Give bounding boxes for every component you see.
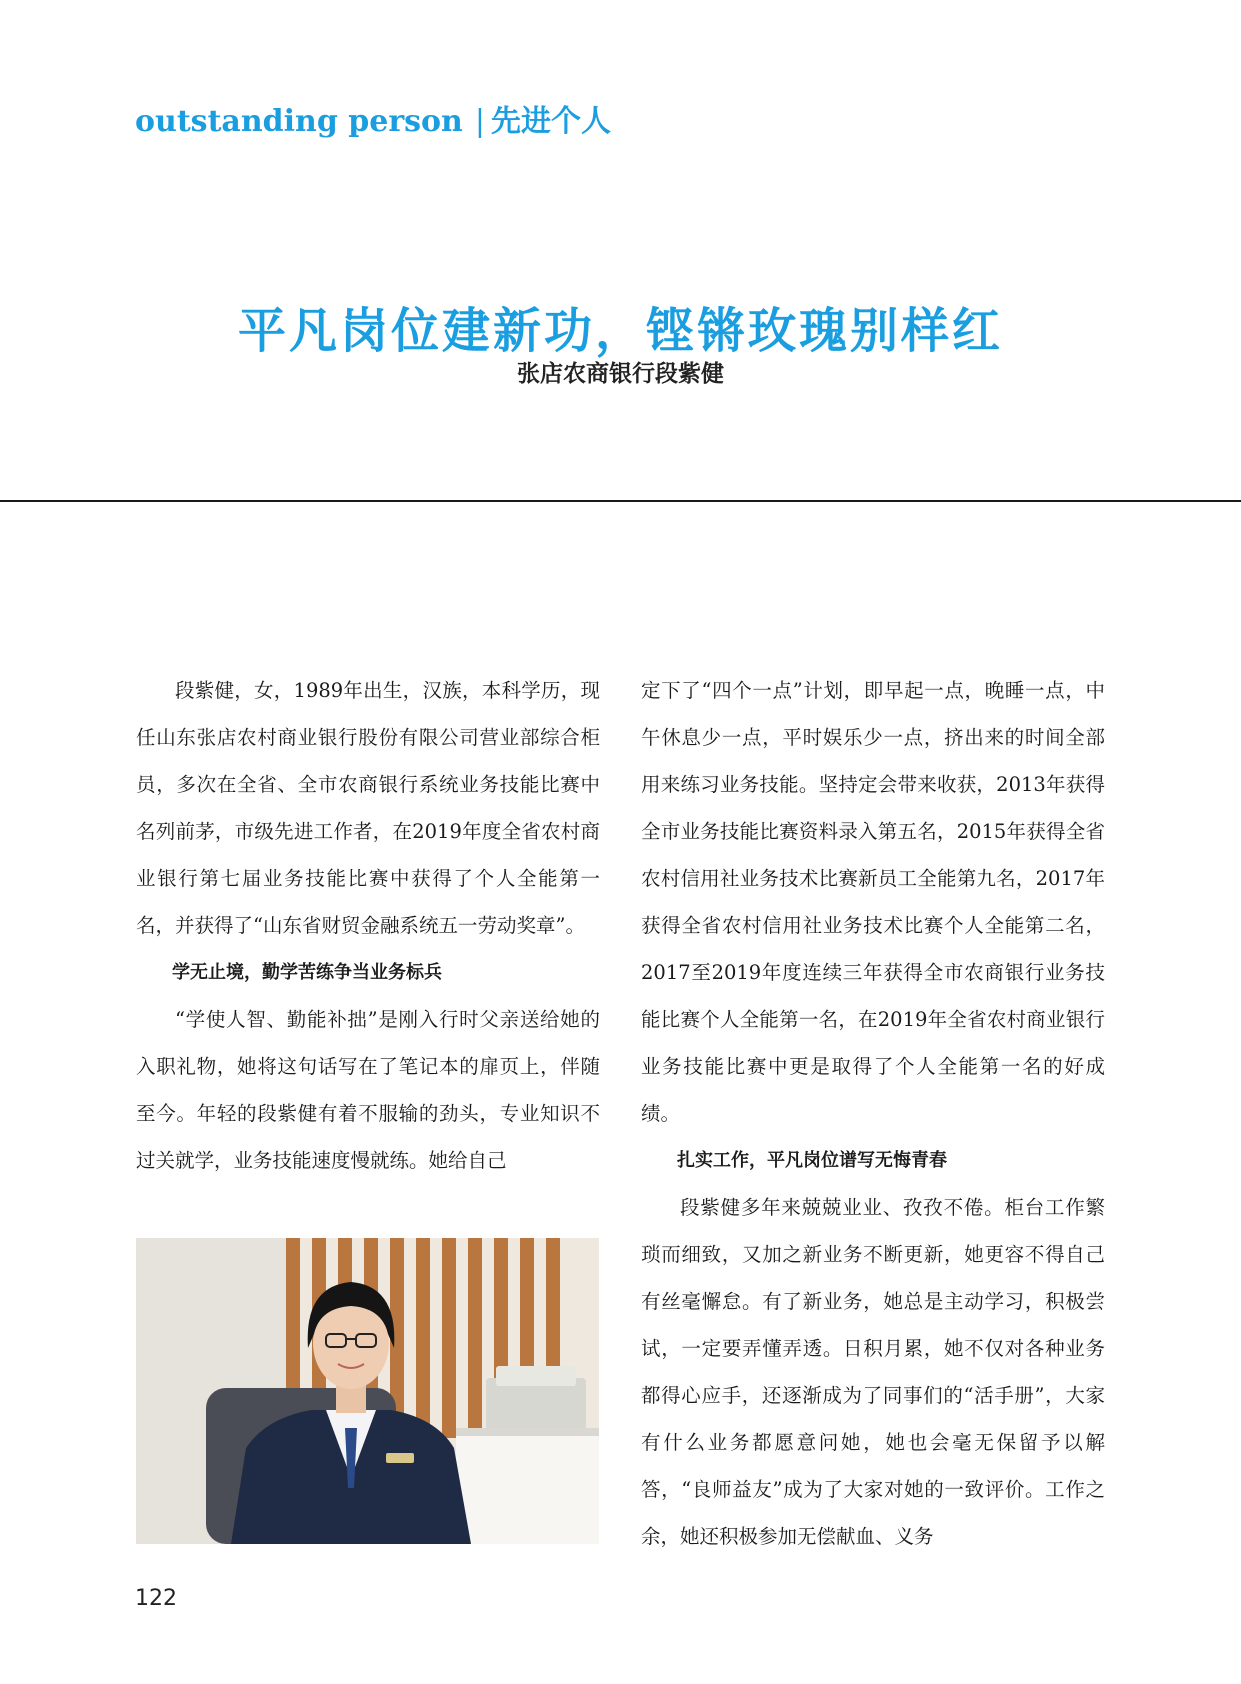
portrait-photo-icon bbox=[136, 1238, 599, 1544]
section-header bbox=[135, 96, 611, 140]
divider bbox=[0, 500, 1241, 502]
section-heading-study: 学无止境，勤学苦练争当业务标兵 bbox=[172, 962, 442, 983]
section-header-zh: 先进个人 bbox=[490, 104, 611, 139]
paragraph-plan: 定下了“四个一点”计划，即早起一点，晚睡一点，中午休息少一点，平时娱乐少一点，挤出来的时间全部用来练习业务技能。坚持定会带来收获，2013年获得全市业务技能比赛资料录入第五名，2015年获得全省农村信用社业务技术比赛新员工全能第九名，2017年获得全省农村信用社业务技术比赛个人全能第二名，2017至2019年度连续三年获得全市农商银行业务技能比赛个人全能第一名，在2019年全省农村商业银行业务技能比赛中更是取得了个人全能第一名的好成绩。 bbox=[641, 679, 1105, 1125]
paragraph-work: 段紫健多年来兢兢业业、孜孜不倦。柜台工作繁琐而细致，又加之新业务不断更新，她更容不得自己有丝毫懈怠。有了新业务，她总是主动学习，积极尝试，一定要弄懂弄透。日积月累，她不仅对各种业务都得心应手，还逐渐成为了同事们的“活手册”，大家有什么业务都愿意问她，她也会毫无保留予以解答，“良师益友”成为了大家对她的一致评价。工作之余，她还积极参加无偿献血、义务 bbox=[641, 1196, 1105, 1548]
article-subtitle: 张店农商银行段紫健 bbox=[517, 361, 724, 387]
portrait-photo bbox=[136, 1238, 599, 1544]
article-title: 平凡岗位建新功，铿锵玫瑰别样红 bbox=[237, 303, 1003, 359]
left-column bbox=[136, 667, 600, 1184]
paragraph-study: “学使人智、勤能补拙”是刚入行时父亲送给她的入职礼物，她将这句话写在了笔记本的扉页上，伴随至今。年轻的段紫健有着不服输的劲头，专业知识不过关就学，业务技能速度慢就练。她给自己 bbox=[136, 1008, 600, 1172]
section-header-separator: | bbox=[474, 104, 485, 139]
section-heading-work: 扎实工作，平凡岗位谱写无悔青春 bbox=[677, 1150, 947, 1171]
page-number: 122 bbox=[135, 1586, 177, 1611]
section-header-en: outstanding person bbox=[135, 104, 463, 139]
right-column bbox=[641, 667, 1105, 1560]
paragraph-intro: 段紫健，女，1989年出生，汉族，本科学历，现任山东张店农村商业银行股份有限公司营业部综合柜员，多次在全省、全市农商银行系统业务技能比赛中名列前茅，市级先进工作者，在2019年度全省农村商业银行第七届业务技能比赛中获得了个人全能第一名，并获得了“山东省财贸金融系统五一劳动奖章”。 bbox=[136, 679, 600, 937]
